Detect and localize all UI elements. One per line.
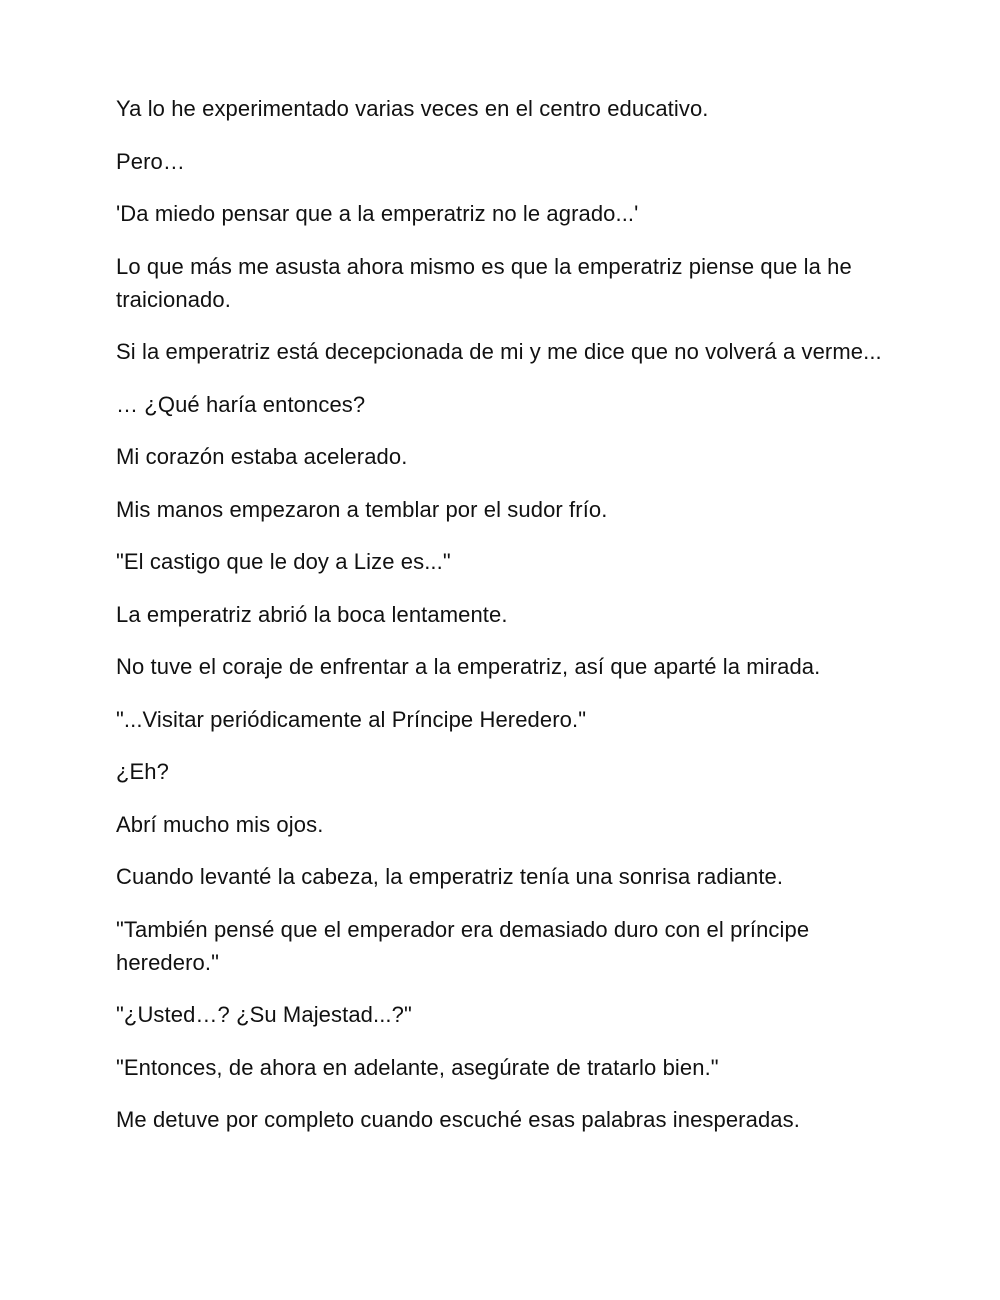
- paragraph-16: "También pensé que el emperador era demasiado duro con el príncipe heredero.": [116, 916, 810, 975]
- paragraph-9: "El castigo que le doy a Lize es...": [116, 549, 451, 574]
- paragraph-8: Mis manos empezaron a temblar por el sudor frío.: [116, 496, 608, 522]
- document-body: [116, 92, 896, 1156]
- paragraph-7: Mi corazón estaba acelerado.: [116, 444, 408, 469]
- paragraph-18: "Entonces, de ahora en adelante, asegúrate de tratarlo bien.": [116, 1054, 719, 1080]
- paragraph-17: "¿Usted…? ¿Su Majestad...?": [116, 1002, 412, 1027]
- paragraph-15: Cuando levanté la cabeza, la emperatriz tenía una sonrisa radiante.: [116, 864, 784, 889]
- paragraph-4: Lo que más me asusta ahora mismo es que la emperatriz piense que la he traicionado.: [116, 253, 852, 312]
- paragraph-1: Ya lo he experimentado varias veces en el centro educativo.: [116, 96, 709, 121]
- paragraph-6: … ¿Qué haría entonces?: [116, 391, 366, 417]
- paragraph-2: Pero…: [116, 148, 185, 174]
- paragraph-5: Si la emperatriz está decepcionada de mi y me dice que no volverá a verme...: [116, 339, 882, 364]
- paragraph-13: ¿Eh?: [116, 759, 169, 784]
- paragraph-19: Me detuve por completo cuando escuché esas palabras inesperadas.: [116, 1107, 800, 1132]
- paragraph-3: 'Da miedo pensar que a la emperatriz no le agrado...': [116, 201, 639, 226]
- paragraph-14: Abrí mucho mis ojos.: [116, 811, 324, 837]
- paragraph-10: La emperatriz abrió la boca lentamente.: [116, 601, 508, 627]
- paragraph-11: No tuve el coraje de enfrentar a la emperatriz, así que aparté la mirada.: [116, 654, 821, 679]
- paragraph-12: "...Visitar periódicamente al Príncipe Heredero.": [116, 706, 587, 732]
